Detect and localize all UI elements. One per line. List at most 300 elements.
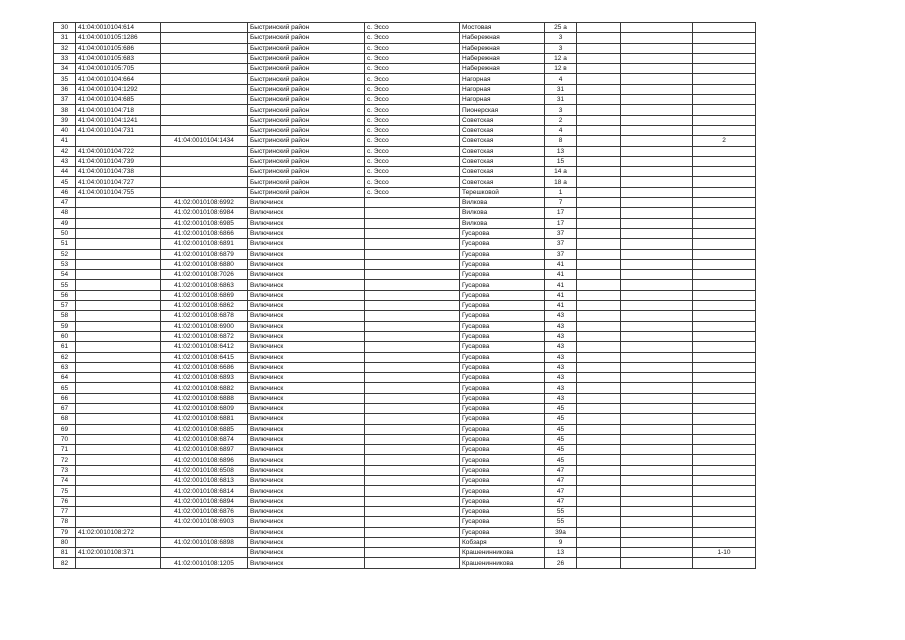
table-row bbox=[54, 352, 756, 362]
house-number-cell: 31 bbox=[545, 84, 577, 94]
extra-cell-1 bbox=[577, 414, 621, 424]
house-number-cell: 47 bbox=[545, 465, 577, 475]
cadastral-number-cell bbox=[76, 537, 161, 547]
settlement-cell: с. Эссо bbox=[365, 187, 460, 197]
extra-cell-1 bbox=[577, 506, 621, 516]
extra-cell-2 bbox=[621, 280, 693, 290]
district-cell: Вилючинск bbox=[248, 373, 365, 383]
house-number-cell: 43 bbox=[545, 362, 577, 372]
table-row bbox=[54, 156, 756, 166]
extra-cell-1 bbox=[577, 156, 621, 166]
row-number-cell: 44 bbox=[54, 167, 76, 177]
row-number-cell: 59 bbox=[54, 321, 76, 331]
district-cell: Вилючинск bbox=[248, 476, 365, 486]
row-number-cell: 54 bbox=[54, 270, 76, 280]
row-number-cell: 67 bbox=[54, 403, 76, 413]
apartment-cell bbox=[693, 465, 756, 475]
table-row bbox=[54, 537, 756, 547]
cadastral-number-cell bbox=[76, 249, 161, 259]
extra-cell-2 bbox=[621, 53, 693, 63]
district-cell: Вилючинск bbox=[248, 362, 365, 372]
cadastral-number-2-cell: 41:02:0010108:6508 bbox=[161, 465, 248, 475]
district-cell: Вилючинск bbox=[248, 465, 365, 475]
cadastral-number-cell bbox=[76, 136, 161, 146]
extra-cell-2 bbox=[621, 301, 693, 311]
settlement-cell bbox=[365, 373, 460, 383]
apartment-cell bbox=[693, 95, 756, 105]
cadastral-number-cell: 41:04:0010104:738 bbox=[76, 167, 161, 177]
extra-cell-1 bbox=[577, 527, 621, 537]
row-number-cell: 51 bbox=[54, 239, 76, 249]
district-cell: Вилючинск bbox=[248, 301, 365, 311]
district-cell: Вилючинск bbox=[248, 434, 365, 444]
street-cell: Гусарова bbox=[460, 352, 545, 362]
extra-cell-2 bbox=[621, 403, 693, 413]
table-row bbox=[54, 218, 756, 228]
row-number-cell: 63 bbox=[54, 362, 76, 372]
house-number-cell: 37 bbox=[545, 228, 577, 238]
row-number-cell: 77 bbox=[54, 506, 76, 516]
apartment-cell bbox=[693, 455, 756, 465]
street-cell: Вилкова bbox=[460, 208, 545, 218]
table-row bbox=[54, 187, 756, 197]
cadastral-number-cell bbox=[76, 434, 161, 444]
district-cell: Быстринский район bbox=[248, 64, 365, 74]
table-row bbox=[54, 486, 756, 496]
apartment-cell bbox=[693, 249, 756, 259]
apartment-cell bbox=[693, 496, 756, 506]
extra-cell-2 bbox=[621, 64, 693, 74]
district-cell: Быстринский район bbox=[248, 167, 365, 177]
cadastral-number-cell bbox=[76, 486, 161, 496]
cadastral-number-2-cell: 41:02:0010108:6869 bbox=[161, 290, 248, 300]
extra-cell-2 bbox=[621, 414, 693, 424]
extra-cell-1 bbox=[577, 208, 621, 218]
house-number-cell: 43 bbox=[545, 321, 577, 331]
cadastral-number-2-cell bbox=[161, 527, 248, 537]
extra-cell-2 bbox=[621, 352, 693, 362]
extra-cell-2 bbox=[621, 270, 693, 280]
row-number-cell: 31 bbox=[54, 33, 76, 43]
district-cell: Быстринский район bbox=[248, 95, 365, 105]
cadastral-number-2-cell bbox=[161, 64, 248, 74]
district-cell: Вилючинск bbox=[248, 290, 365, 300]
extra-cell-2 bbox=[621, 105, 693, 115]
settlement-cell: с. Эссо bbox=[365, 125, 460, 135]
settlement-cell bbox=[365, 465, 460, 475]
extra-cell-1 bbox=[577, 455, 621, 465]
row-number-cell: 57 bbox=[54, 301, 76, 311]
table-row bbox=[54, 403, 756, 413]
cadastral-number-2-cell: 41:02:0010108:6898 bbox=[161, 537, 248, 547]
settlement-cell bbox=[365, 342, 460, 352]
extra-cell-1 bbox=[577, 74, 621, 84]
cadastral-number-cell bbox=[76, 331, 161, 341]
row-number-cell: 79 bbox=[54, 527, 76, 537]
extra-cell-2 bbox=[621, 198, 693, 208]
settlement-cell bbox=[365, 218, 460, 228]
street-cell: Вилкова bbox=[460, 198, 545, 208]
settlement-cell bbox=[365, 537, 460, 547]
row-number-cell: 52 bbox=[54, 249, 76, 259]
apartment-cell: 1-10 bbox=[693, 548, 756, 558]
district-cell: Вилючинск bbox=[248, 280, 365, 290]
house-number-cell: 26 bbox=[545, 558, 577, 568]
settlement-cell bbox=[365, 527, 460, 537]
row-number-cell: 35 bbox=[54, 74, 76, 84]
row-number-cell: 42 bbox=[54, 146, 76, 156]
table-row bbox=[54, 167, 756, 177]
extra-cell-2 bbox=[621, 187, 693, 197]
district-cell: Быстринский район bbox=[248, 146, 365, 156]
street-cell: Гусарова bbox=[460, 228, 545, 238]
house-number-cell: 47 bbox=[545, 486, 577, 496]
cadastral-number-2-cell bbox=[161, 125, 248, 135]
apartment-cell bbox=[693, 146, 756, 156]
cadastral-number-2-cell: 41:02:0010108:6813 bbox=[161, 476, 248, 486]
house-number-cell: 31 bbox=[545, 95, 577, 105]
cadastral-number-2-cell: 41:02:0010108:6885 bbox=[161, 424, 248, 434]
apartment-cell bbox=[693, 228, 756, 238]
settlement-cell: с. Эссо bbox=[365, 146, 460, 156]
cadastral-number-2-cell: 41:02:0010108:6888 bbox=[161, 393, 248, 403]
cadastral-number-2-cell: 41:02:0010108:6415 bbox=[161, 352, 248, 362]
settlement-cell bbox=[365, 331, 460, 341]
house-number-cell: 45 bbox=[545, 455, 577, 465]
apartment-cell: 2 bbox=[693, 136, 756, 146]
extra-cell-2 bbox=[621, 136, 693, 146]
apartment-cell bbox=[693, 373, 756, 383]
district-cell: Вилючинск bbox=[248, 311, 365, 321]
row-number-cell: 39 bbox=[54, 115, 76, 125]
extra-cell-1 bbox=[577, 84, 621, 94]
settlement-cell bbox=[365, 270, 460, 280]
street-cell: Гусарова bbox=[460, 414, 545, 424]
street-cell: Гусарова bbox=[460, 403, 545, 413]
settlement-cell: с. Эссо bbox=[365, 105, 460, 115]
cadastral-number-2-cell bbox=[161, 33, 248, 43]
district-cell: Вилючинск bbox=[248, 486, 365, 496]
extra-cell-1 bbox=[577, 228, 621, 238]
extra-cell-2 bbox=[621, 208, 693, 218]
apartment-cell bbox=[693, 259, 756, 269]
extra-cell-1 bbox=[577, 331, 621, 341]
table-row bbox=[54, 311, 756, 321]
street-cell: Советская bbox=[460, 156, 545, 166]
cadastral-number-cell: 41:04:0010104:1241 bbox=[76, 115, 161, 125]
table-row bbox=[54, 465, 756, 475]
street-cell: Нагорная bbox=[460, 84, 545, 94]
apartment-cell bbox=[693, 352, 756, 362]
table-row bbox=[54, 558, 756, 568]
settlement-cell: с. Эссо bbox=[365, 53, 460, 63]
cadastral-number-2-cell bbox=[161, 177, 248, 187]
district-cell: Быстринский район bbox=[248, 177, 365, 187]
district-cell: Вилючинск bbox=[248, 537, 365, 547]
row-number-cell: 36 bbox=[54, 84, 76, 94]
apartment-cell bbox=[693, 342, 756, 352]
extra-cell-2 bbox=[621, 455, 693, 465]
extra-cell-1 bbox=[577, 445, 621, 455]
street-cell: Гусарова bbox=[460, 393, 545, 403]
district-cell: Вилючинск bbox=[248, 228, 365, 238]
table-row bbox=[54, 249, 756, 259]
row-number-cell: 33 bbox=[54, 53, 76, 63]
settlement-cell bbox=[365, 321, 460, 331]
house-number-cell: 3 bbox=[545, 43, 577, 53]
cadastral-number-cell bbox=[76, 259, 161, 269]
house-number-cell: 43 bbox=[545, 342, 577, 352]
apartment-cell bbox=[693, 156, 756, 166]
cadastral-number-cell bbox=[76, 517, 161, 527]
extra-cell-2 bbox=[621, 373, 693, 383]
extra-cell-1 bbox=[577, 125, 621, 135]
row-number-cell: 71 bbox=[54, 445, 76, 455]
district-cell: Быстринский район bbox=[248, 23, 365, 33]
district-cell: Вилючинск bbox=[248, 527, 365, 537]
cadastral-number-cell bbox=[76, 270, 161, 280]
cadastral-number-2-cell bbox=[161, 156, 248, 166]
extra-cell-2 bbox=[621, 311, 693, 321]
row-number-cell: 38 bbox=[54, 105, 76, 115]
cadastral-number-2-cell: 41:02:0010108:6985 bbox=[161, 218, 248, 228]
row-number-cell: 64 bbox=[54, 373, 76, 383]
extra-cell-1 bbox=[577, 476, 621, 486]
apartment-cell bbox=[693, 125, 756, 135]
district-cell: Вилючинск bbox=[248, 331, 365, 341]
extra-cell-2 bbox=[621, 23, 693, 33]
district-cell: Вилючинск bbox=[248, 548, 365, 558]
row-number-cell: 40 bbox=[54, 125, 76, 135]
extra-cell-1 bbox=[577, 465, 621, 475]
cadastral-number-cell: 41:04:0010104:755 bbox=[76, 187, 161, 197]
street-cell: Пионерская bbox=[460, 105, 545, 115]
table-row bbox=[54, 136, 756, 146]
cadastral-number-cell bbox=[76, 506, 161, 516]
cadastral-number-cell bbox=[76, 476, 161, 486]
district-cell: Вилючинск bbox=[248, 270, 365, 280]
apartment-cell bbox=[693, 527, 756, 537]
settlement-cell: с. Эссо bbox=[365, 84, 460, 94]
settlement-cell bbox=[365, 517, 460, 527]
settlement-cell bbox=[365, 455, 460, 465]
house-number-cell: 39а bbox=[545, 527, 577, 537]
extra-cell-2 bbox=[621, 517, 693, 527]
street-cell: Гусарова bbox=[460, 434, 545, 444]
extra-cell-2 bbox=[621, 383, 693, 393]
cadastral-number-cell bbox=[76, 239, 161, 249]
extra-cell-1 bbox=[577, 280, 621, 290]
extra-cell-2 bbox=[621, 146, 693, 156]
extra-cell-2 bbox=[621, 434, 693, 444]
house-number-cell: 45 bbox=[545, 424, 577, 434]
street-cell: Набережная bbox=[460, 53, 545, 63]
cadastral-number-2-cell: 41:02:0010108:6984 bbox=[161, 208, 248, 218]
cadastral-number-cell bbox=[76, 373, 161, 383]
district-cell: Вилючинск bbox=[248, 403, 365, 413]
house-number-cell: 41 bbox=[545, 301, 577, 311]
extra-cell-2 bbox=[621, 506, 693, 516]
settlement-cell bbox=[365, 208, 460, 218]
house-number-cell: 17 bbox=[545, 208, 577, 218]
settlement-cell bbox=[365, 362, 460, 372]
row-number-cell: 49 bbox=[54, 218, 76, 228]
cadastral-number-2-cell bbox=[161, 187, 248, 197]
settlement-cell bbox=[365, 352, 460, 362]
extra-cell-1 bbox=[577, 198, 621, 208]
extra-cell-1 bbox=[577, 301, 621, 311]
street-cell: Терешковой bbox=[460, 187, 545, 197]
house-number-cell: 47 bbox=[545, 496, 577, 506]
cadastral-number-2-cell: 41:02:0010108:6893 bbox=[161, 373, 248, 383]
extra-cell-2 bbox=[621, 445, 693, 455]
extra-cell-2 bbox=[621, 249, 693, 259]
cadastral-number-2-cell: 41:02:0010108:1205 bbox=[161, 558, 248, 568]
street-cell: Кобзаря bbox=[460, 537, 545, 547]
extra-cell-2 bbox=[621, 239, 693, 249]
district-cell: Вилючинск bbox=[248, 208, 365, 218]
house-number-cell: 55 bbox=[545, 517, 577, 527]
street-cell: Гусарова bbox=[460, 455, 545, 465]
settlement-cell bbox=[365, 486, 460, 496]
settlement-cell bbox=[365, 434, 460, 444]
street-cell: Нагорная bbox=[460, 95, 545, 105]
house-number-cell: 45 bbox=[545, 414, 577, 424]
table-row bbox=[54, 434, 756, 444]
street-cell: Советская bbox=[460, 136, 545, 146]
house-number-cell: 43 bbox=[545, 311, 577, 321]
row-number-cell: 61 bbox=[54, 342, 76, 352]
extra-cell-2 bbox=[621, 424, 693, 434]
settlement-cell bbox=[365, 239, 460, 249]
extra-cell-1 bbox=[577, 270, 621, 280]
apartment-cell bbox=[693, 33, 756, 43]
house-number-cell: 45 bbox=[545, 434, 577, 444]
table-row bbox=[54, 270, 756, 280]
extra-cell-1 bbox=[577, 311, 621, 321]
extra-cell-1 bbox=[577, 373, 621, 383]
row-number-cell: 60 bbox=[54, 331, 76, 341]
apartment-cell bbox=[693, 239, 756, 249]
settlement-cell: с. Эссо bbox=[365, 95, 460, 105]
district-cell: Вилючинск bbox=[248, 259, 365, 269]
street-cell: Гусарова bbox=[460, 239, 545, 249]
cadastral-number-2-cell: 41:02:0010108:6891 bbox=[161, 239, 248, 249]
extra-cell-2 bbox=[621, 43, 693, 53]
district-cell: Вилючинск bbox=[248, 506, 365, 516]
extra-cell-2 bbox=[621, 95, 693, 105]
cadastral-number-cell: 41:04:0010104:614 bbox=[76, 23, 161, 33]
extra-cell-1 bbox=[577, 136, 621, 146]
district-cell: Быстринский район bbox=[248, 115, 365, 125]
cadastral-number-2-cell bbox=[161, 115, 248, 125]
row-number-cell: 80 bbox=[54, 537, 76, 547]
extra-cell-1 bbox=[577, 64, 621, 74]
apartment-cell bbox=[693, 517, 756, 527]
row-number-cell: 37 bbox=[54, 95, 76, 105]
table-row bbox=[54, 506, 756, 516]
cadastral-number-cell bbox=[76, 301, 161, 311]
extra-cell-1 bbox=[577, 167, 621, 177]
street-cell: Гусарова bbox=[460, 301, 545, 311]
table-row bbox=[54, 373, 756, 383]
cadastral-number-cell: 41:04:0010104:731 bbox=[76, 125, 161, 135]
cadastral-number-2-cell bbox=[161, 548, 248, 558]
cadastral-number-2-cell bbox=[161, 53, 248, 63]
extra-cell-1 bbox=[577, 558, 621, 568]
house-number-cell: 12 в bbox=[545, 64, 577, 74]
table-row bbox=[54, 64, 756, 74]
street-cell: Гусарова bbox=[460, 496, 545, 506]
district-cell: Вилючинск bbox=[248, 352, 365, 362]
row-number-cell: 75 bbox=[54, 486, 76, 496]
settlement-cell bbox=[365, 383, 460, 393]
house-number-cell: 3 bbox=[545, 33, 577, 43]
district-cell: Вилючинск bbox=[248, 383, 365, 393]
row-number-cell: 50 bbox=[54, 228, 76, 238]
apartment-cell bbox=[693, 84, 756, 94]
street-cell: Гусарова bbox=[460, 506, 545, 516]
row-number-cell: 65 bbox=[54, 383, 76, 393]
street-cell: Гусарова bbox=[460, 424, 545, 434]
settlement-cell bbox=[365, 259, 460, 269]
table-row bbox=[54, 414, 756, 424]
street-cell: Гусарова bbox=[460, 476, 545, 486]
cadastral-number-cell bbox=[76, 558, 161, 568]
table-row bbox=[54, 548, 756, 558]
settlement-cell bbox=[365, 445, 460, 455]
house-number-cell: 41 bbox=[545, 290, 577, 300]
extra-cell-1 bbox=[577, 434, 621, 444]
extra-cell-1 bbox=[577, 537, 621, 547]
settlement-cell bbox=[365, 506, 460, 516]
street-cell: Гусарова bbox=[460, 465, 545, 475]
house-number-cell: 41 bbox=[545, 270, 577, 280]
apartment-cell bbox=[693, 558, 756, 568]
row-number-cell: 48 bbox=[54, 208, 76, 218]
district-cell: Вилючинск bbox=[248, 414, 365, 424]
street-cell: Гусарова bbox=[460, 321, 545, 331]
table-row bbox=[54, 43, 756, 53]
table-row bbox=[54, 517, 756, 527]
table-row bbox=[54, 301, 756, 311]
extra-cell-2 bbox=[621, 33, 693, 43]
house-number-cell: 43 bbox=[545, 383, 577, 393]
cadastral-number-cell bbox=[76, 424, 161, 434]
cadastral-number-2-cell bbox=[161, 43, 248, 53]
cadastral-number-cell bbox=[76, 496, 161, 506]
cadastral-number-2-cell: 41:02:0010108:6866 bbox=[161, 228, 248, 238]
house-number-cell: 13 bbox=[545, 146, 577, 156]
street-cell: Крашенинникова bbox=[460, 558, 545, 568]
cadastral-number-2-cell bbox=[161, 95, 248, 105]
apartment-cell bbox=[693, 64, 756, 74]
table-row bbox=[54, 259, 756, 269]
district-cell: Вилючинск bbox=[248, 445, 365, 455]
row-number-cell: 45 bbox=[54, 177, 76, 187]
cadastral-number-cell: 41:02:0010108:371 bbox=[76, 548, 161, 558]
street-cell: Гусарова bbox=[460, 527, 545, 537]
table-row bbox=[54, 331, 756, 341]
row-number-cell: 32 bbox=[54, 43, 76, 53]
street-cell: Гусарова bbox=[460, 311, 545, 321]
extra-cell-2 bbox=[621, 259, 693, 269]
apartment-cell bbox=[693, 403, 756, 413]
settlement-cell bbox=[365, 548, 460, 558]
extra-cell-1 bbox=[577, 424, 621, 434]
cadastral-number-cell bbox=[76, 352, 161, 362]
apartment-cell bbox=[693, 218, 756, 228]
